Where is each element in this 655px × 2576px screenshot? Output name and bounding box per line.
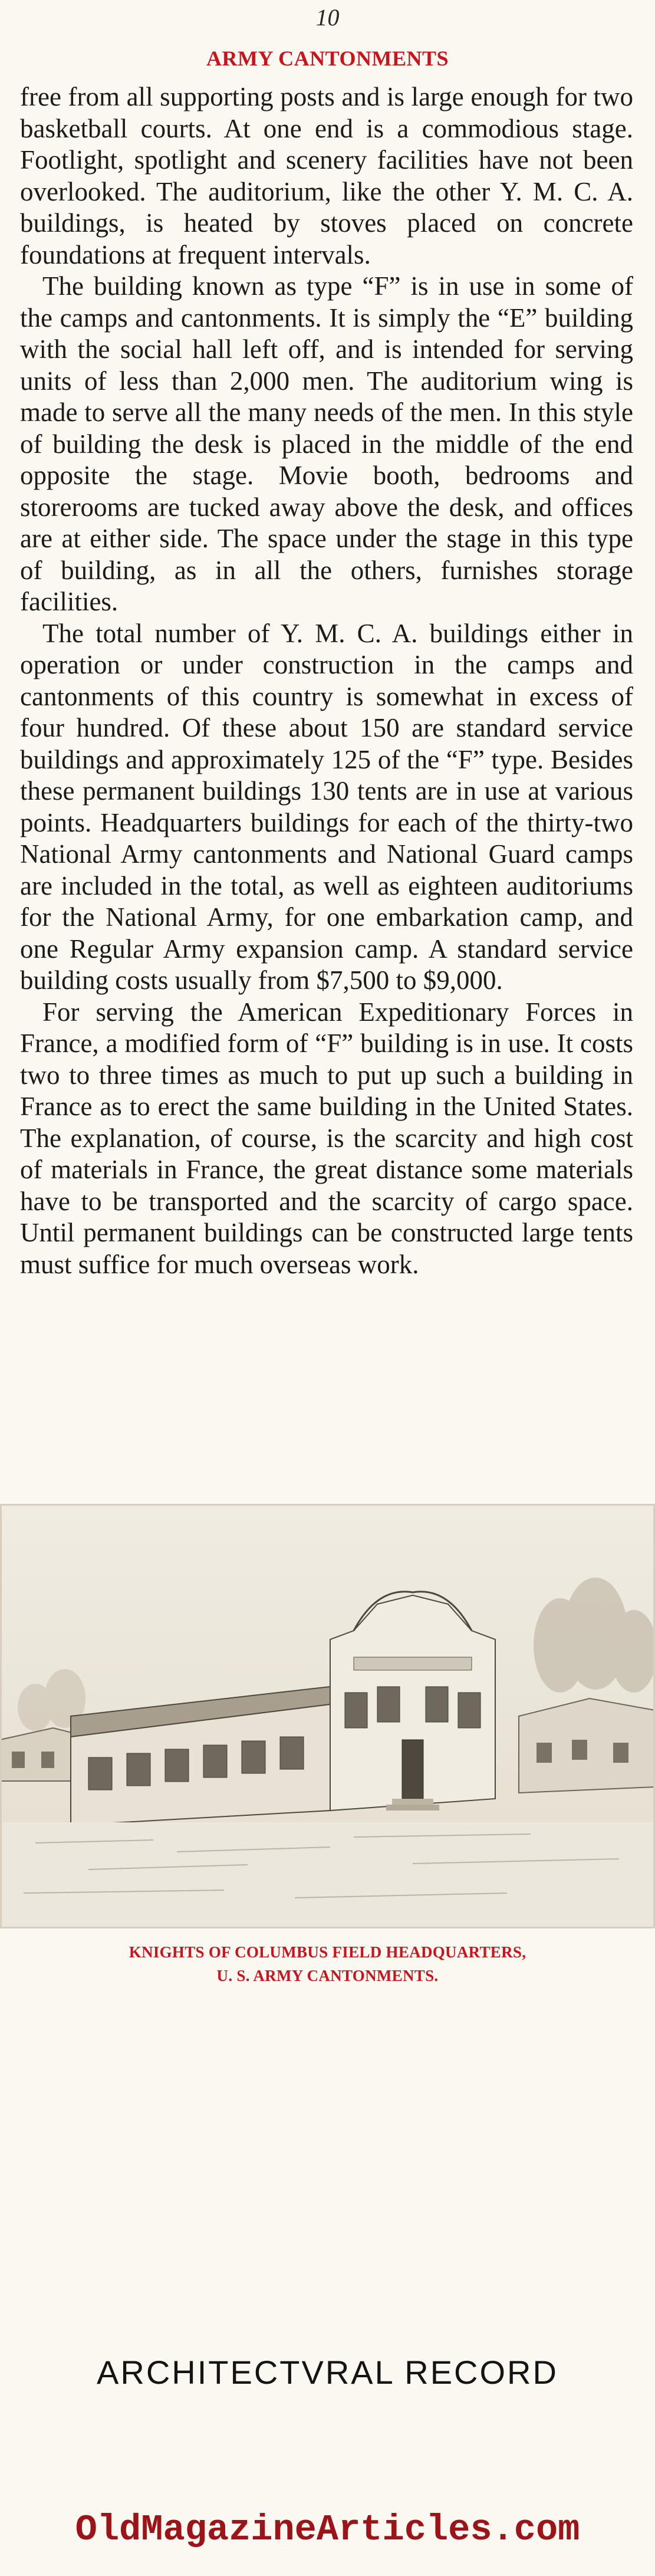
barracks-right bbox=[519, 1698, 655, 1793]
building-sketch bbox=[0, 1504, 655, 1928]
article-paragraph-3: The total number of Y. M. C. A. buildings either in operation or under construction in the camps and cantonments of this country is somewhat in excess of four hundred. Of these about 150 are standard service buildings and approximately 125 of the “F” type. Besides these permanent buildings 130 tents are in use at various points. Headquarters buildings for each of the thirty-two National Army cantonments and National Guard camps are included in the total, as well as eighteen auditoriums for the National Army, for one embarkation camp, and one Regular Army expansion camp. A standard service building costs usually from $7,500 to $9,000. bbox=[20, 618, 633, 995]
building-illustration bbox=[0, 1504, 655, 1928]
article-paragraph-2: The building known as type “F” is in use in some of the camps and cantonments. It is simply the “E” building with the social hall left off, and is intended for serving units of less than 2,000 men. The auditorium wing is made to serve all the many needs of the men. In this style of building the desk is placed in the middle of the end opposite the stage. Movie booth, bedrooms and storerooms are tucked away above the desk, and offices are at either side. The space under the stage in this type of building, as in all the others, furnishes storage facilities. bbox=[20, 271, 633, 616]
site-watermark[interactable]: OldMagazineArticles.com bbox=[75, 2509, 580, 2551]
caption-line-1: KNIGHTS OF COLUMBUS FIELD HEADQUARTERS, bbox=[129, 1943, 526, 1961]
magazine-masthead: ARCHITECTVRAL RECORD bbox=[97, 2354, 558, 2391]
article-paragraph-1: free from all supporting posts and is large enough for two basketball courts. At one end is a commodious stage. Footlight, spotlight and scenery facilities have not been overlooked. The auditorium, like the other Y. M. C. A. buildings, is heated by stoves placed on concrete foundations at frequent intervals. bbox=[20, 82, 633, 270]
article-paragraph-4: For serving the American Expeditionary Forces in France, a modified form of “F” building is in use. It costs two to three times as much to put up such a building in France as to erect the same building in the United States. The explanation, of course, is the scarcity and high cost of materials in France, the great distance some materials have to be transported and the scarcity of cargo space. Until permanent buildings can be constructed large tents must suffice for much overseas work. bbox=[20, 997, 633, 1279]
caption-line-2: U. S. ARMY CANTONMENTS. bbox=[216, 1967, 439, 1984]
figure-caption bbox=[0, 1940, 655, 1987]
page-number: 10 bbox=[315, 4, 340, 31]
article-body bbox=[20, 81, 633, 1280]
running-head: ARMY CANTONMENTS bbox=[206, 47, 449, 70]
